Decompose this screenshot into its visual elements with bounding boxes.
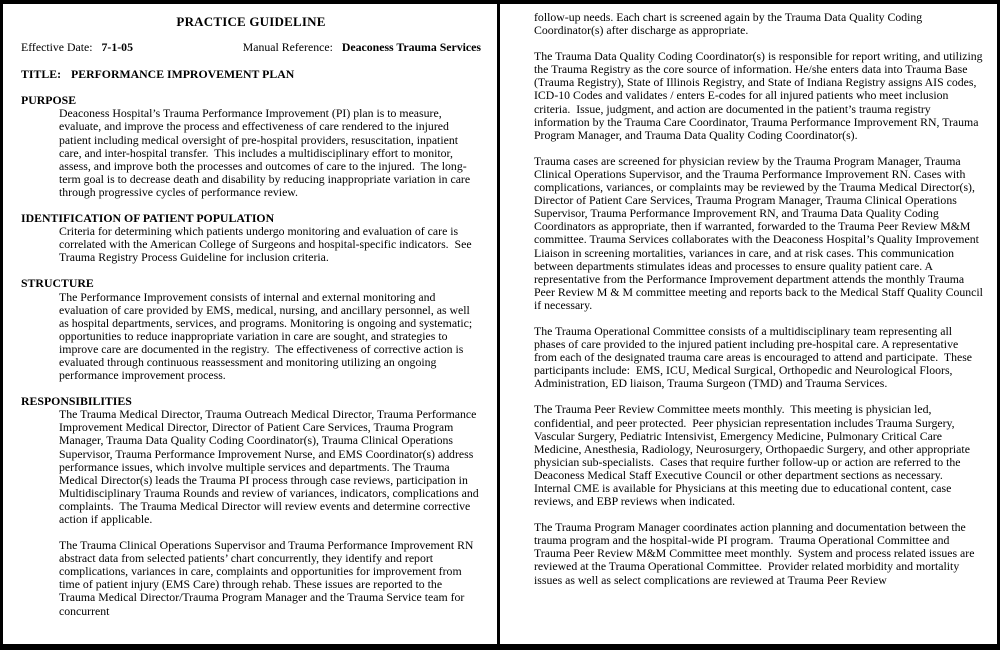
paragraph: The Trauma Medical Director, Trauma Outreach Medical Director, Trauma Performance Improvement Medical Director, Director of Patient Care Services, Trauma Program Manager, Trauma Data Quality Coding Coordinator(s), Trauma Clinical Operations Supervisor, Trauma Performance Improvement Nurse, and EMS Coordinator(s) address performance issues, which involve multiple services and departments. The Trauma Medical Director(s) leads the Trauma PI process through case reviews, participation in Multidisciplinary Trauma Rounds and review of variances, indicators, complications and complaints. The Trauma Medical Director will review events and determine corrective action if applicable. bbox=[59, 407, 482, 526]
section-heading: STRUCTURE bbox=[21, 276, 94, 291]
section-heading: IDENTIFICATION OF PATIENT POPULATION bbox=[21, 211, 275, 226]
paragraph: Criteria for determining which patients undergo monitoring and evaluation of care is correlated with the American College of Surgeons and hospital-specific indicators. See Trauma Registry Process Guideline for inclusion criteria. bbox=[59, 224, 475, 265]
effective-date-value: 7-1-05 bbox=[101, 40, 133, 55]
document-meta-row bbox=[21, 41, 481, 54]
title-value: PERFORMANCE IMPROVEMENT PLAN bbox=[71, 67, 295, 82]
document-title-row bbox=[21, 68, 481, 81]
paragraph: Trauma cases are screened for physician review by the Trauma Program Manager, Trauma Clinical Operations Supervisor, and the Trauma Performance Improvement RN. Cases with complications, variances, or complaints may be reviewed by the Trauma Medical Director(s), Director of Patient Care Services, Trauma Program Manager, Trauma Clinical Operations Supervisor, Trauma Performance Improvement RN, and Trauma Data Quality Coding Coordinators as appropriate, then if warranted, forwarded to the Trauma Peer Review M&M committee. Trauma Services collaborates with the Deaconess Hospital’s Quality Improvement Liaison in screening mortalities, variances in care, and at risk cases. This communication between departments stimulates ideas and processes to ensure quality patient care. A representative from the Performance Improvement department attends the monthly Trauma Peer Review M & M committee meeting and reports back to the Medical Staff Quality Council if necessary. bbox=[534, 153, 986, 312]
effective-date bbox=[21, 41, 133, 54]
paragraph: Deaconess Hospital’s Trauma Performance Improvement (PI) plan is to measure, evaluate, and improve the process and effectiveness of care rendered to the injured patient including medical oversight of pre-hospital providers, resuscitation, inpatient care, and inter-hospital transfer. This includes a multidisciplinary effort to monitor, assess, and improve both the processes and outcomes of care to the injured. The long-term goal is to decrease death and disability by reducing inappropriate variation in care through progressive cycles of performance review. bbox=[59, 106, 474, 199]
page-title: PRACTICE GUIDELINE bbox=[176, 14, 326, 29]
paragraph: The Trauma Clinical Operations Supervisor and Trauma Performance Improvement RN abstract data from selected patients’ chart concurrently, they identify and report complications, variances in care, complaints and opportunities for improvement from time of patient injury (EMS Care) through rehab. These issues are reported to the Trauma Medical Director/Trauma Program Manager and the Trauma Service team for concurrent bbox=[59, 538, 477, 618]
paragraph: The Performance Improvement consists of internal and external monitoring and evaluation of care provided by EMS, medical, nursing, and ancillary personnel, as well as hospital departments, services, and programs. Monitoring is ongoing and systematic; opportunities to reduce inappropriate variation in care are sought, and strategies to improve care are documented in the registry. The effectiveness of corrective action is evaluated through continuous reassessment and monitoring utilizing an ongoing performance improvement process. bbox=[59, 289, 476, 383]
paragraph: follow-up needs. Each chart is screened again by the Trauma Data Quality Coding Coordinator(s) after discharge as appropriate. bbox=[534, 10, 926, 38]
left-column bbox=[3, 4, 497, 644]
right-column bbox=[500, 4, 997, 644]
title-label: TITLE: bbox=[21, 67, 61, 82]
section-heading: RESPONSIBILITIES bbox=[21, 394, 132, 409]
section-responsibilities bbox=[21, 395, 481, 618]
paragraph: The Trauma Data Quality Coding Coordinator(s) is responsible for report writing, and utilizing the Trauma Registry as the core source of information. He/she enters data into Trauma Base (Trauma Registry), State of Illinois Registry, and State of Indiana Registry assigns AIS codes, ICD-10 Codes and validates / enters E-codes for all injured patients who meet inclusion criteria. Issue, judgment, and action are documented in the patient’s trauma registry information by the Trauma Care Coordinator, Trauma Performance Improvement RN, Trauma Program Manager, and Trauma Data Quality Coding Coordinator(s). bbox=[534, 49, 986, 142]
section-structure bbox=[21, 277, 481, 382]
paragraph: The Trauma Peer Review Committee meets monthly. This meeting is physician led, confidential, and peer protected. Peer physician representation includes Trauma Surgery, Vascular Surgery, Pediatric Intensivist, Emergency Medicine, Pulmonary Critical Care Medicine, Anesthesia, Radiology, Neurosurgery, Orthopaedic Surgery, and other appropriate physician sub-specialists. Cases that require further follow-up or action are referred to the Deaconess Medical Staff Executive Council or other department sections as necessary. Internal CME is available for Physicians at this meeting due to educational content, case reviews, and EBP reviews when indicated. bbox=[534, 402, 973, 509]
section-purpose bbox=[21, 94, 481, 199]
paragraph: The Trauma Program Manager coordinates action planning and documentation between the trauma program and the hospital-wide PI program. Trauma Operational Committee and Trauma Peer Review M&M Committee meet monthly. System and process related issues are reviewed at the Trauma Operational Committee. Provider related morbidity and mortality issues as well as select complications are reviewed at Trauma Peer Review bbox=[534, 520, 978, 587]
manual-reference-label: Manual Reference: bbox=[242, 40, 333, 55]
effective-date-label: Effective Date: bbox=[21, 40, 93, 55]
section-identification-of-patient-population bbox=[21, 212, 481, 264]
manual-reference-value: Deaconess Trauma Services bbox=[341, 40, 481, 55]
section-heading: PURPOSE bbox=[21, 93, 77, 108]
manual-reference bbox=[243, 41, 481, 54]
paragraph: The Trauma Operational Committee consists of a multidisciplinary team representing all phases of care provided to the injured patient including pre-hospital care. A representative from each of the designated trauma care areas is encouraged to attend and participate. These participants include: EMS, ICU, Medical Surgical, Orthopedic and Neurological Floors, Administration, ED liaison, Trauma Surgeon (TMD) and Trauma Services. bbox=[534, 323, 975, 391]
